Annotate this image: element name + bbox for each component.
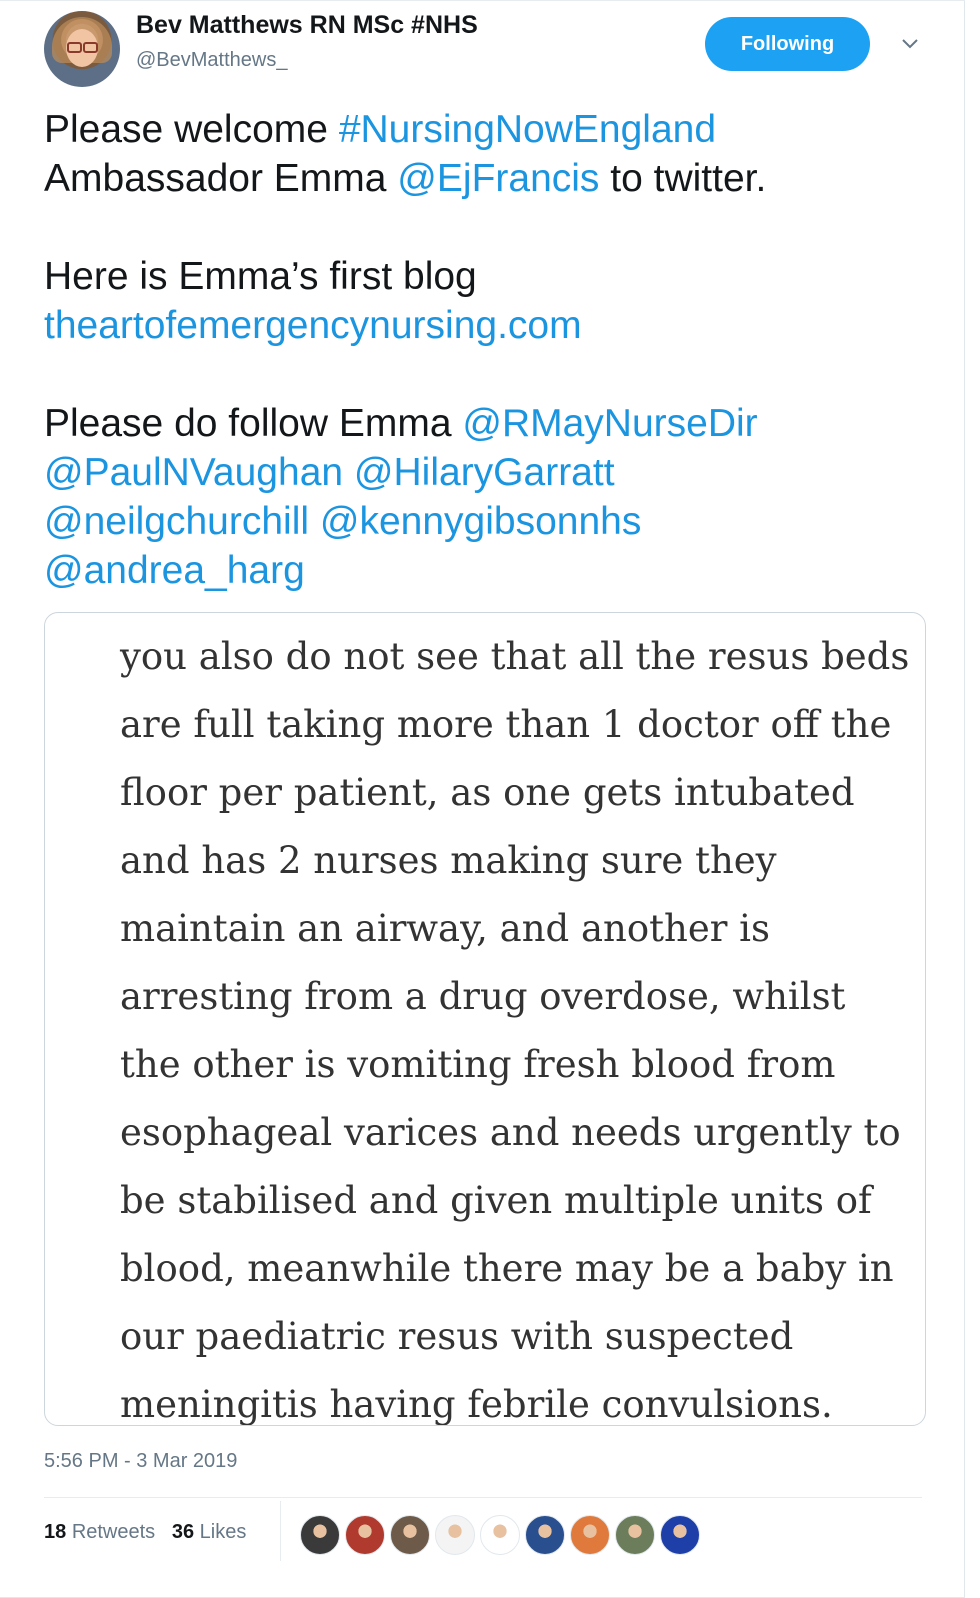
image-text-line: the other is vomiting fresh blood from: [120, 1043, 836, 1086]
mention-link[interactable]: @PaulNVaughan: [44, 451, 344, 494]
tweet-text-blank: [44, 350, 944, 399]
tweet-text-line: [44, 546, 944, 595]
image-text-line: you also do not see that all the resus beds: [120, 635, 910, 678]
following-button[interactable]: Following: [705, 17, 870, 71]
tweet-text-segment: Here is Emma’s first blog: [44, 255, 477, 298]
mention-link[interactable]: @andrea_harg: [44, 549, 305, 592]
tweet-text-segment: [343, 451, 354, 494]
liker-avatar-8[interactable]: [615, 1515, 655, 1555]
liker-avatar-1[interactable]: [300, 1515, 340, 1555]
tweet-text-line: [44, 497, 944, 546]
tweet-text: [44, 105, 944, 595]
image-text: [120, 623, 909, 1426]
tweet-text-segment: to twitter.: [599, 157, 767, 200]
stats-divider: [280, 1501, 281, 1561]
tweet-text-line: [44, 105, 944, 154]
likes-count: 36: [171, 1521, 195, 1543]
tweet-text-segment: Ambassador Emma: [44, 157, 398, 200]
tweet-text-segment: Please do follow Emma: [44, 402, 463, 445]
tweet-text-segment: Please welcome: [44, 108, 339, 151]
image-text-line: esophageal varices and needs urgently to: [120, 1111, 901, 1154]
image-text-line: arresting from a drug overdose, whilst: [120, 975, 846, 1018]
mention-link[interactable]: @EjFrancis: [397, 157, 600, 200]
tweet-text-line: [44, 252, 944, 301]
liker-avatar-9[interactable]: [660, 1515, 700, 1555]
url-link[interactable]: theartofemergencynursing.com: [44, 304, 582, 347]
tweet-text-blank: [44, 203, 944, 252]
divider: [44, 1497, 922, 1498]
image-text-line: maintain an airway, and another is: [120, 907, 770, 950]
liker-avatar-3[interactable]: [390, 1515, 430, 1555]
likes-stat[interactable]: [172, 1521, 247, 1543]
image-text-line: our paediatric resus with suspected: [120, 1315, 794, 1358]
liker-avatar-4[interactable]: [435, 1515, 475, 1555]
author-avatar[interactable]: [44, 11, 120, 87]
liker-avatar-5[interactable]: [480, 1515, 520, 1555]
image-text-line: and has 2 nurses making sure they: [120, 839, 777, 882]
tweet-timestamp[interactable]: 5:56 PM - 3 Mar 2019: [44, 1450, 238, 1472]
likes-label: Likes: [199, 1521, 247, 1543]
image-text-line: meningitis having febrile convulsions.: [120, 1383, 833, 1426]
tweet-stats: [44, 1521, 246, 1544]
tweet-text-line: [44, 154, 944, 203]
tweet-text-segment: [309, 500, 320, 543]
image-text-line: are full taking more than 1 doctor off the: [120, 703, 892, 746]
mention-link[interactable]: @neilgchurchill: [44, 500, 310, 543]
author-handle[interactable]: @BevMatthews_: [136, 49, 288, 71]
mention-link[interactable]: @HilaryGarratt: [353, 451, 615, 494]
liker-avatar-7[interactable]: [570, 1515, 610, 1555]
author-display-name[interactable]: Bev Matthews RN MSc #NHS: [136, 11, 478, 39]
liker-avatar-6[interactable]: [525, 1515, 565, 1555]
hashtag-link[interactable]: #NursingNowEngland: [338, 108, 717, 151]
tweet-text-line: [44, 301, 944, 350]
mention-link[interactable]: @kennygibsonnhs: [319, 500, 642, 543]
image-text-line: blood, meanwhile there may be a baby in: [120, 1247, 894, 1290]
liker-avatar-2[interactable]: [345, 1515, 385, 1555]
retweets-count: 18: [44, 1521, 67, 1543]
tweet-text-line: [44, 399, 944, 448]
image-text-line: be stabilised and given multiple units of: [120, 1179, 872, 1222]
chevron-down-icon[interactable]: [900, 37, 920, 51]
attached-image[interactable]: [44, 612, 926, 1426]
retweets-stat[interactable]: [44, 1521, 155, 1543]
image-text-line: floor per patient, as one gets intubated: [120, 771, 855, 814]
retweets-label: Retweets: [71, 1521, 156, 1543]
tweet-text-line: [44, 448, 944, 497]
mention-link[interactable]: @RMayNurseDir: [462, 402, 758, 445]
